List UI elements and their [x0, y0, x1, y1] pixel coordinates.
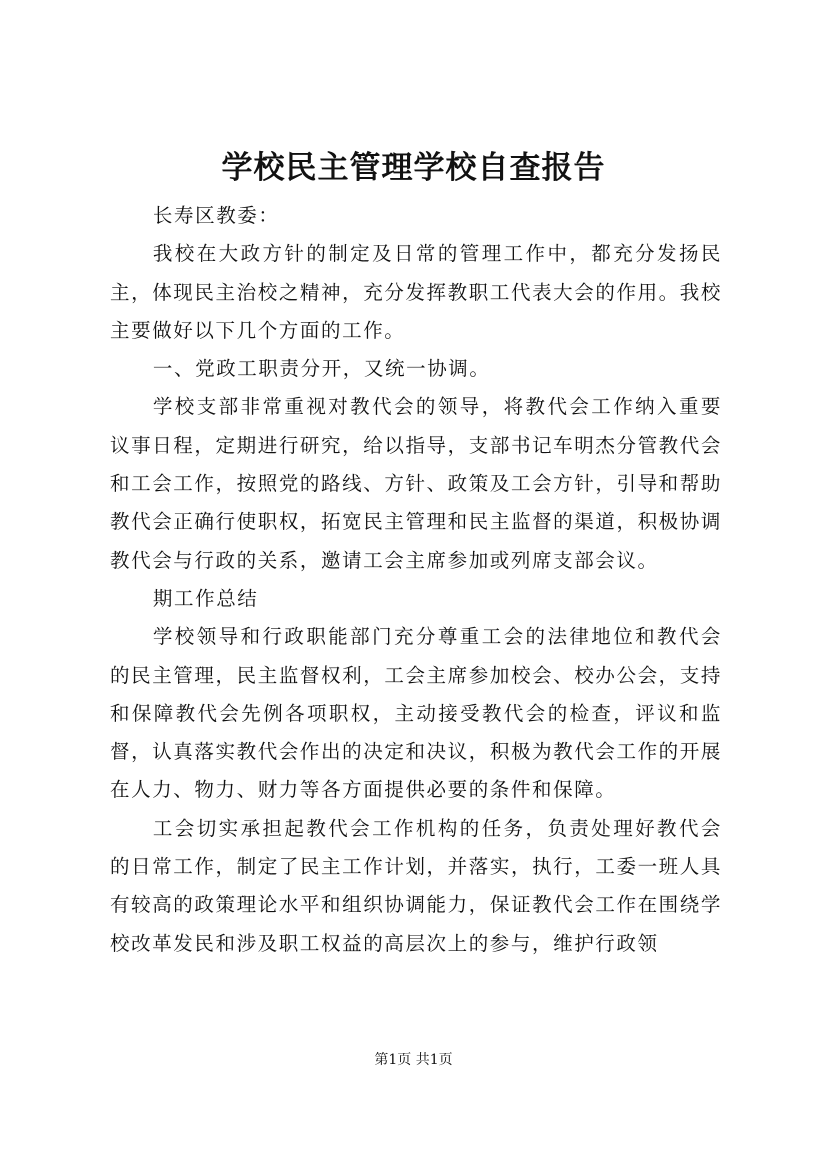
page-number-footer: 第1页 共1页	[374, 1052, 453, 1068]
paragraph: 工会切实承担起教代会工作机构的任务，负责处理好教代会的日常工作，制定了民主工作计划，并落实，执行，工委一班人具有较高的政策理论水平和组织协调能力，保证教代会工作在围绕学校改革发民和涉及职工权益的高层次上的参与，维护行政领	[110, 816, 722, 955]
section-heading: 一、党政工职责分开，又统一协调。	[152, 357, 491, 381]
section-heading: 期工作总结	[152, 586, 259, 610]
paragraph: 我校在大政方针的制定及日常的管理工作中，都充分发扬民主，体现民主治校之精神，充分发挥教职工代表大会的作用。我校主要做好以下几个方面的工作。	[110, 242, 722, 342]
paragraph: 学校领导和行政职能部门充分尊重工会的法律地位和教代会的民主管理，民主监督权利，工会主席参加校会、校办公会，支持和保障教代会先例各项职权，主动接受教代会的检查，评议和监督，认真落实教代会作出的决定和决议，积极为教代会工作的开展在人力、物力、财力等各方面提供必要的条件和保障。	[110, 625, 722, 802]
paragraph: 学校支部非常重视对教代会的领导，将教代会工作纳入重要议事日程，定期进行研究，给以指导，支部书记车明杰分管教代会和工会工作，按照党的路线、方针、政策及工会方针，引导和帮助教代会正确行使职权，拓宽民主管理和民主监督的渠道，积极协调教代会与行政的关系，邀请工会主席参加或列席支部会议。	[110, 395, 722, 572]
salutation: 长寿区教委：	[152, 204, 280, 227]
document-title: 学校民主管理学校自查报告	[221, 150, 606, 186]
document-body	[110, 197, 722, 963]
